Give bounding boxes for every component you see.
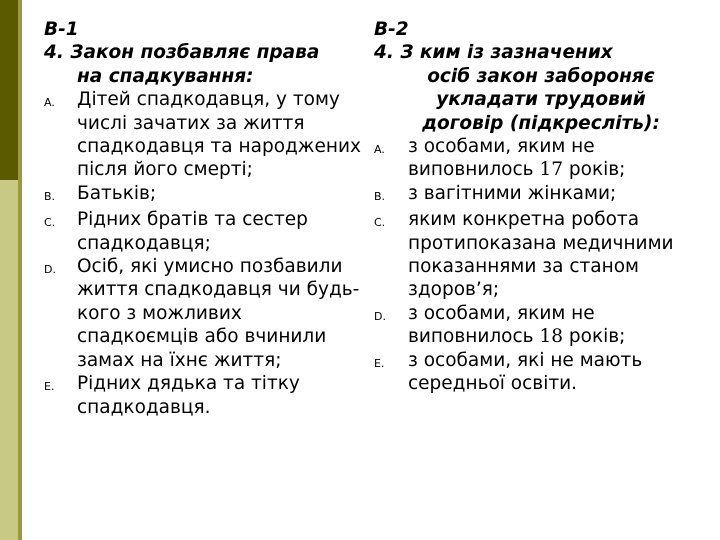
sidebar-stripe-top [0,0,18,180]
question-right [374,41,708,135]
option-text: яким конкретна робота протипоказана медичними показаннями за станом здоров’я; [408,209,674,301]
option-right-d [374,302,708,349]
variant-title-left: В-1 [44,19,79,40]
option-right-e [374,349,708,396]
option-text: з особами, які не мають середньої освіти. [408,349,643,395]
question-right-line4: договір (підкресліть): [422,112,660,134]
question-right-line2: осіб закон забороняє [427,65,655,87]
option-marker: E. [44,380,55,394]
option-right-b [374,182,708,208]
option-text: Осіб, які умисно позбавили життя спадкодавця чи будь-кого з можливих спадкоємців або вчинили замах на їхнє життя; [77,256,360,371]
option-marker: C. [44,216,56,230]
option-text: Рідних братів та сестер спадкодавця; [77,209,308,254]
option-right-c [374,208,708,302]
question-left-line2: на спадкування: [77,65,254,87]
option-text-part: років; [563,326,626,348]
left-column [44,18,362,419]
question-right-line3: укладати трудовий [436,89,646,111]
option-right-a [374,135,708,182]
option-marker: E. [374,356,385,370]
option-left-a [44,88,362,182]
option-left-d [44,255,362,372]
option-number: 17 [539,159,564,181]
option-text-part: років; [563,159,626,181]
option-left-b [44,182,362,208]
question-left-line1: 4. Закон позбавляє права [44,42,320,64]
option-text-part: з особами, яким не виповнилось [408,302,595,348]
variant-title-right: В-2 [374,19,409,40]
option-left-e [44,372,362,419]
question-right-line1: 4. З ким із зазначених [374,42,613,64]
option-text [408,302,708,349]
option-marker: A. [374,143,385,157]
option-text [408,135,708,182]
option-text: Дітей спадкодавця, у тому числі зачатих за життя спадкодавця та народжених після його смерті; [77,89,361,181]
option-text: з вагітними жінками; [408,182,617,204]
option-marker: D. [44,263,56,277]
option-text: Рідних дядька та тітку спадкодавця. [77,373,300,418]
option-marker: C. [374,216,386,230]
sidebar-stripe-accent [18,0,22,540]
option-marker: B. [374,189,386,203]
option-number: 18 [539,326,564,348]
right-column [374,18,708,396]
option-marker: A. [44,96,55,110]
option-marker: D. [374,309,386,323]
question-left [44,41,362,88]
option-left-c [44,208,362,255]
sidebar-stripe-bottom [0,180,18,540]
option-marker: B. [44,189,56,203]
option-text: Батьків; [77,182,157,204]
option-text-part: з особами, яким не виповнилось [408,136,595,181]
